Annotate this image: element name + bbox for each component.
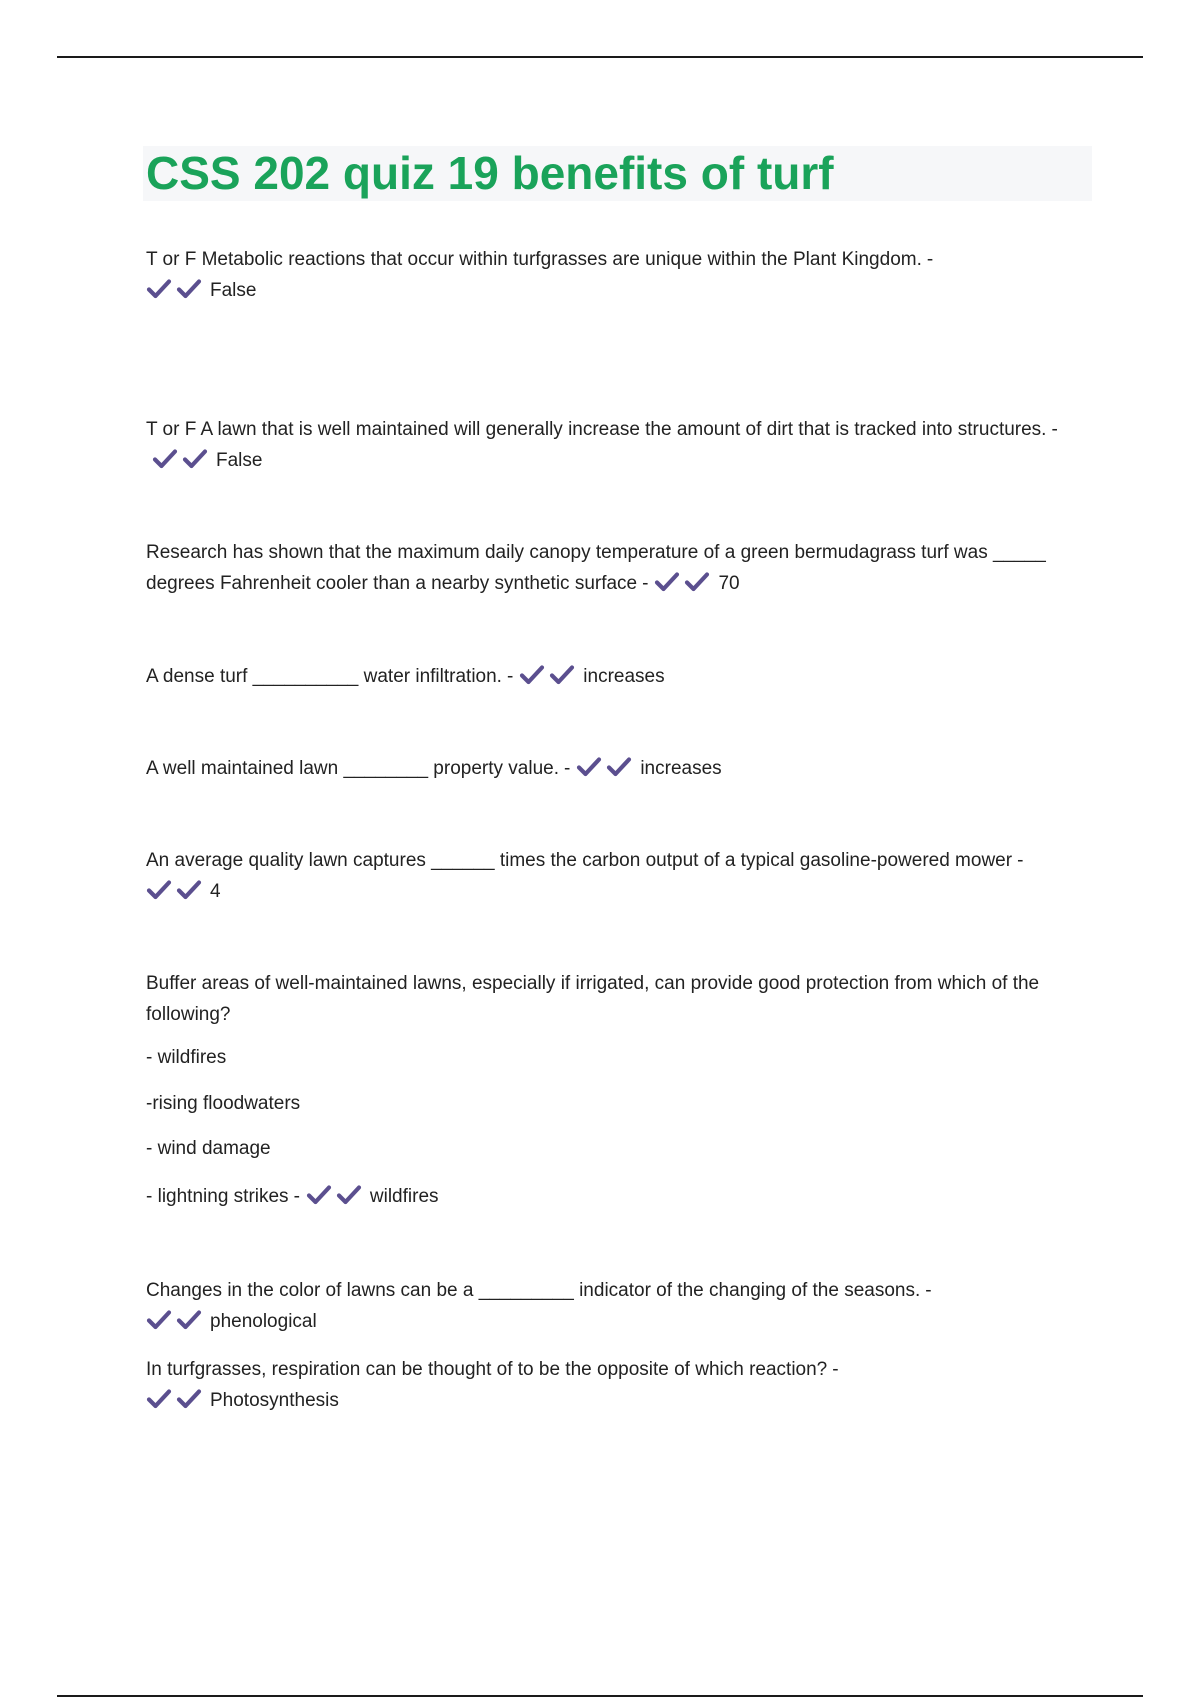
check-icon [146,1309,172,1331]
qa-item-2 [146,414,1096,480]
double-check-icon [146,1388,206,1420]
answer-text: Photosynthesis [210,1390,339,1411]
answer-text: 4 [210,881,221,902]
question-text: A well maintained lawn ________ property value. [146,758,559,779]
check-icon [176,879,202,901]
check-icon [519,664,545,686]
question-text: Changes in the color of lawns can be a _________ indicator of the changing of the seasons. [146,1280,921,1301]
answer-text: wildfires [369,1186,439,1207]
qa-6-line [146,845,1096,911]
question-text: An average quality lawn captures ______ times the carbon output of a typical gasoline-powered mower [146,850,1013,871]
qa-7-question: Buffer areas of well-maintained lawns, especially if irrigated, can provide good protection from which of the following? [146,973,1040,1025]
bottom-rule [57,1695,1143,1697]
check-icon [576,756,602,778]
check-icon [684,571,710,593]
question-text: T or F Metabolic reactions that occur within turfgrasses are unique within the Plant Kingdom. [146,249,922,270]
check-icon [606,756,632,778]
check-icon [146,278,172,300]
check-icon [549,664,575,686]
double-check-icon [519,664,579,696]
qa-item-5 [146,753,1096,788]
qa-4-line [146,661,1096,696]
question-text: A dense turf __________ water infiltration. [146,666,502,687]
answer-text: phenological [210,1311,317,1332]
check-icon [182,448,208,470]
qa-5-line [146,753,1096,788]
separator: - [1051,419,1058,440]
answer-text: False [210,280,257,301]
option-wildfires: - wildfires [146,1047,227,1068]
qa-2-line [146,414,1096,480]
qa-9-line [146,1354,1096,1420]
question-text: Research has shown that the maximum daily canopy temperature of a green bermudagrass turf was _____ degrees Fahrenheit cooler than a nearby synthetic surface [146,542,1046,594]
check-icon [176,1388,202,1410]
option-lightning-strikes-line [146,1181,1096,1216]
double-check-icon [146,1309,206,1341]
option-lightning-strikes: - lightning strikes [146,1186,289,1207]
separator: - [506,666,514,687]
separator: - [1017,850,1024,871]
check-icon [306,1184,332,1206]
check-icon [336,1184,362,1206]
double-check-icon [306,1184,366,1216]
separator: - [564,758,571,779]
qa-8-line [146,1275,1096,1341]
answer-text: increases [583,666,665,687]
double-check-icon [146,879,206,911]
double-check-icon [654,571,714,603]
separator: - [642,573,649,594]
separator: - [926,249,934,270]
double-check-icon [152,448,212,480]
question-text: T or F A lawn that is well maintained will generally increase the amount of dirt that is tracked into structures. [146,419,1047,440]
answer-text: False [216,450,263,471]
qa-item-3 [146,537,1096,603]
option-wind-damage: - wind damage [146,1138,271,1159]
check-icon [654,571,680,593]
check-icon [176,278,202,300]
option-rising-floodwaters: -rising floodwaters [146,1093,301,1114]
double-check-icon [146,278,206,310]
separator: - [293,1186,300,1207]
check-icon [146,879,172,901]
answer-text: 70 [718,573,740,594]
check-icon [152,448,178,470]
check-icon [146,1388,172,1410]
double-check-icon [576,756,636,788]
qa-item-1 [146,244,1096,310]
separator: - [832,1359,839,1380]
qa-3-line [146,537,1096,603]
check-icon [176,1309,202,1331]
qa-item-4 [146,661,1096,696]
qa-item-7 [146,968,1096,1216]
answer-text: increases [640,758,722,779]
qa-1-line [146,244,1096,310]
qa-item-9 [146,1354,1096,1420]
question-text: In turfgrasses, respiration can be thought of to be the opposite of which reaction? [146,1359,828,1380]
document-title: CSS 202 quiz 19 benefits of turf [146,147,834,199]
top-rule [57,56,1143,58]
separator: - [925,1280,932,1301]
qa-item-6 [146,845,1096,911]
qa-item-8 [146,1275,1096,1341]
